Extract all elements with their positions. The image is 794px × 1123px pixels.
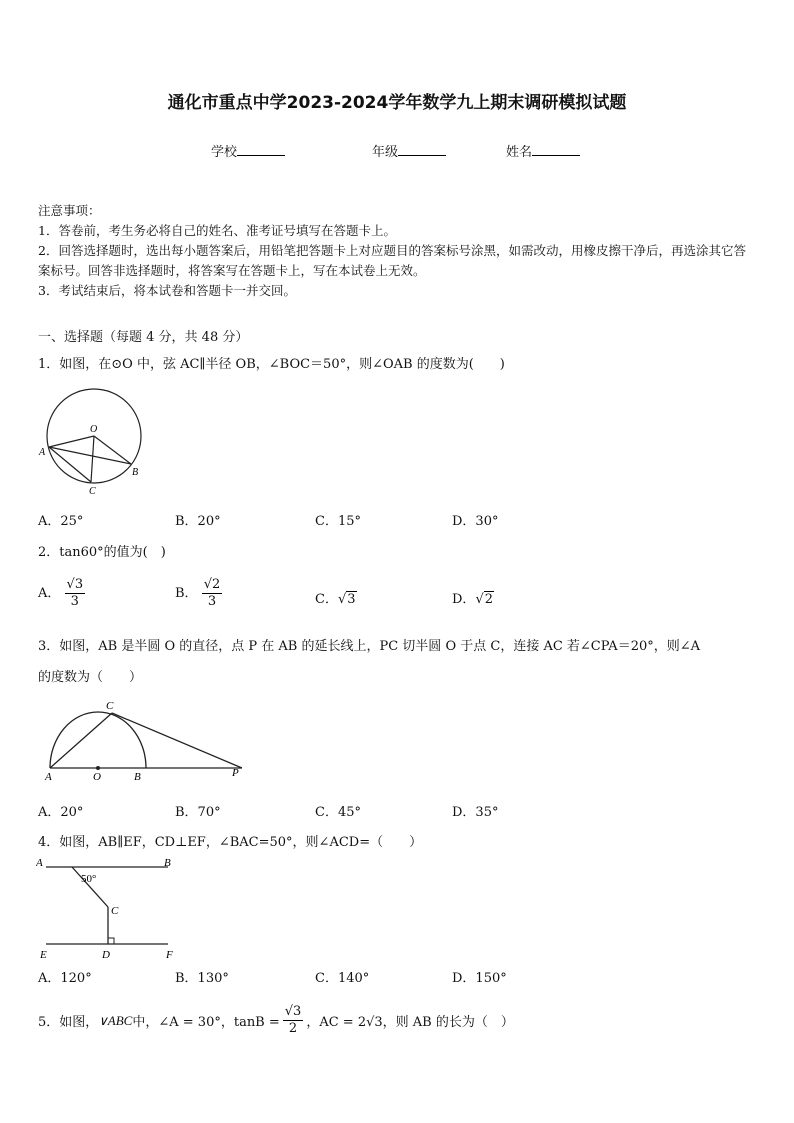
section-heading: 一、选择题（每题 4 分，共 48 分）: [38, 330, 249, 345]
q5-ac: ，AC = 2√3，则 AB 的长为（ ）: [306, 1015, 514, 1030]
q4-option-d[interactable]: D．150°: [452, 971, 507, 986]
q2-option-a[interactable]: [38, 577, 85, 610]
q4-angle-label: 50°: [81, 873, 97, 885]
q1-option-a[interactable]: A．25°: [38, 514, 84, 529]
q3-label-a: A: [45, 771, 52, 782]
q3-label-c: C: [106, 700, 114, 712]
page-title: 通化市重点中学2023-2024学年数学九上期末调研模拟试题: [167, 93, 627, 113]
q5-mid: 中，∠A = 30°，tanB =: [132, 1015, 280, 1030]
q3-option-c[interactable]: C．45°: [315, 805, 361, 820]
q3-label-o: O: [93, 771, 101, 782]
grade-field[interactable]: [372, 141, 446, 160]
q4-text: 4．如图，AB∥EF，CD⊥EF，∠BAC=50°，则∠ACD=（ ）: [38, 835, 423, 850]
q3-text-line1: 3．如图，AB 是半圆 O 的直径，点 P 在 AB 的延长线上，PC 切半圆 O 于点 C，连接 AC 若∠CPA＝20°，则∠A: [38, 639, 701, 654]
q5-text: [38, 1004, 514, 1037]
notice-heading: 注意事项：: [38, 203, 101, 218]
name-label: 姓名: [506, 145, 533, 160]
q2-option-d[interactable]: D．√2: [452, 592, 494, 607]
school-label: 学校: [211, 145, 238, 160]
name-field[interactable]: [506, 141, 580, 160]
q4-figure: [36, 852, 186, 962]
q3-text-line2: 的度数为（ ）: [38, 670, 143, 685]
q2-option-c-rad: 3: [347, 592, 356, 607]
q4-label-c: C: [111, 905, 119, 917]
q2-option-a-num: √3: [66, 577, 84, 592]
q4-label-f: F: [166, 949, 173, 961]
q4-label-b: B: [164, 857, 171, 869]
q2-option-d-rad: 2: [484, 592, 494, 607]
q3-option-b[interactable]: B．70°: [175, 805, 221, 820]
school-field[interactable]: [211, 141, 285, 160]
notice-item-3: 3．考试结束后，将本试卷和答题卡一并交回。: [38, 283, 296, 298]
q5-triangle: ∨ABC: [98, 1012, 133, 1028]
q1-option-c[interactable]: C．15°: [315, 514, 361, 529]
notice-block: [38, 201, 758, 301]
q2-option-a-label: A．: [38, 586, 61, 601]
q5-pre: 5．如图，: [38, 1015, 99, 1030]
q2-option-c-label: C．: [315, 592, 338, 607]
q2-option-d-label: D．: [452, 592, 476, 607]
grade-label: 年级: [372, 145, 399, 160]
q5-den: 2: [288, 1021, 298, 1036]
q3-figure: [42, 698, 248, 782]
q4-label-a: A: [36, 857, 43, 869]
q1-text: 1．如图，在⊙O 中，弦 AC∥半径 OB，∠BOC＝50°，则∠OAB 的度数为( ): [38, 357, 505, 372]
q1-label-o: O: [90, 424, 98, 435]
q1-figure: [36, 386, 146, 498]
q2-option-b-label: B．: [175, 586, 198, 601]
q2-option-b-num: √2: [203, 577, 221, 592]
q1-option-d[interactable]: D．30°: [452, 514, 499, 529]
q5-num: √3: [284, 1004, 302, 1019]
q2-option-a-den: 3: [70, 594, 79, 609]
notice-item-1: 1．答卷前，考生务必将自己的姓名、准考证号填写在答题卡上。: [38, 223, 396, 238]
q1-label-a: A: [39, 447, 46, 458]
notice-item-2: 2．回答选择题时，选出每小题答案后，用铅笔把答题卡上对应题目的答案标号涂黑，如需改动，用橡皮擦干净后，再选涂其它答案标号。回答非选择题时，将答案写在答题卡上，写在本试卷上无效。: [38, 243, 746, 278]
q4-label-e: E: [40, 949, 47, 961]
q4-option-c[interactable]: C．140°: [315, 971, 370, 986]
q1-label-b: B: [132, 467, 139, 478]
q2-option-b[interactable]: [175, 577, 222, 610]
q4-option-a[interactable]: A．120°: [38, 971, 92, 986]
q3-option-a[interactable]: A．20°: [38, 805, 84, 820]
q4-label-d: D: [102, 949, 110, 961]
q1-option-b[interactable]: B．20°: [175, 514, 221, 529]
q2-option-c[interactable]: C．√3: [315, 592, 356, 607]
q2-option-b-den: 3: [207, 594, 217, 609]
q4-option-b[interactable]: B．130°: [175, 971, 229, 986]
q3-label-b: B: [134, 771, 141, 782]
q3-label-p: P: [232, 767, 239, 779]
q2-text: 2．tan60°的值为( ): [38, 545, 166, 560]
q3-option-d[interactable]: D．35°: [452, 805, 499, 820]
q1-label-c: C: [89, 486, 96, 497]
